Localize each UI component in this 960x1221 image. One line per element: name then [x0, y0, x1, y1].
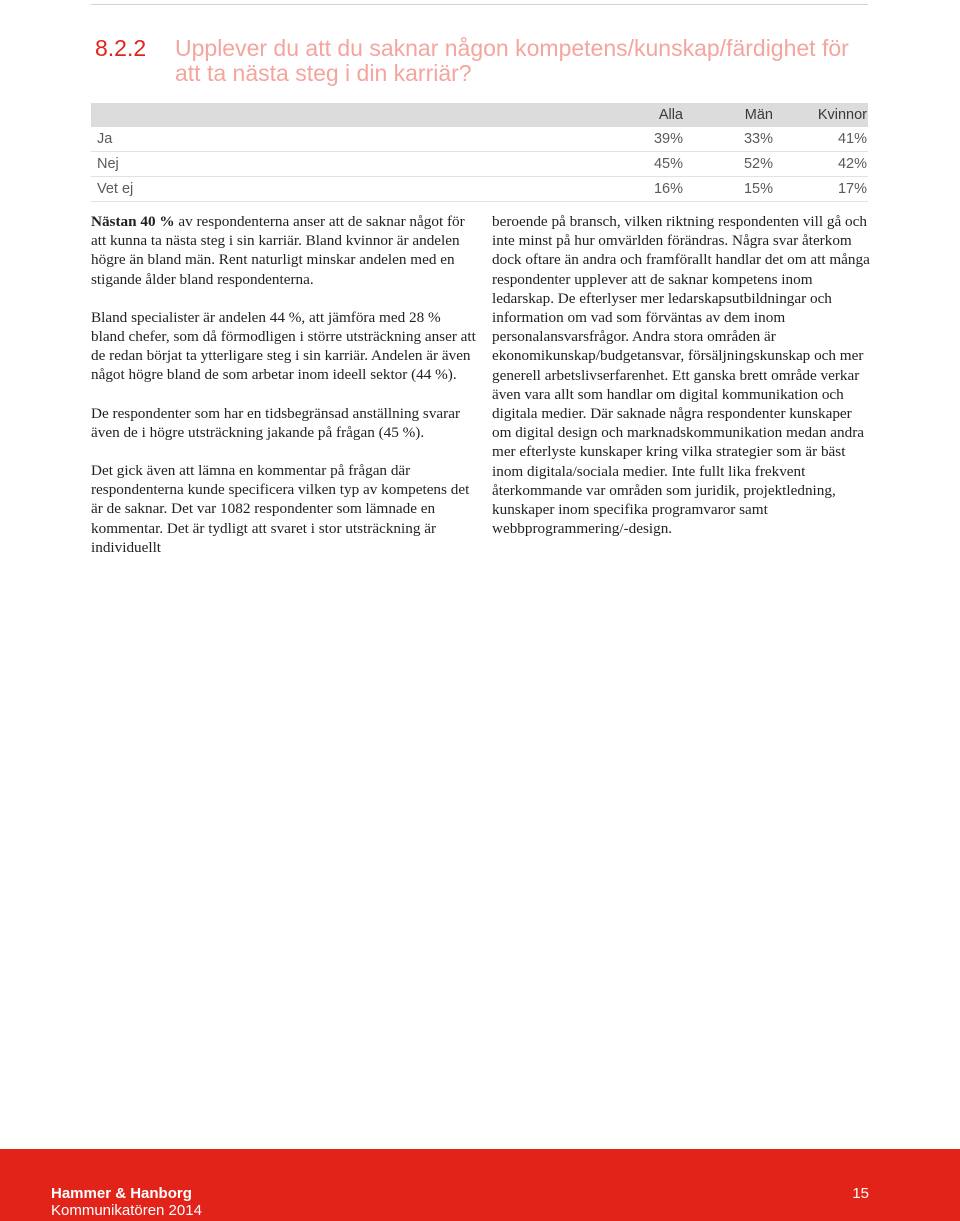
row-label: Nej — [97, 156, 119, 172]
right-column — [492, 212, 872, 557]
table-row — [91, 127, 868, 152]
footer-brand: Hammer & Hanborg — [51, 1185, 192, 1202]
table-row — [91, 152, 868, 177]
header-man: Män — [744, 107, 773, 123]
paragraph: beroende på bransch, vilken riktning respondenten vill gå och inte minst på hur omvärlden förändras. Några svar återkom dock oftare än andra och framförallt handlar det om att många respondenter upplever att de saknar kompetens inom ledarskap. De efterlyser mer ledarskapsutbildningar och information om vad som förväntas av dem inom personalansvarsfrågor. Andra stora områden är ekonomikunskap/budgetansvar, försäljningskunskap och mer generell arbetslivserfarenhet. Ett ganska brett område verkar även vara allt som handlar om digital kommunikation och digitala medier. Där saknade några respondenter kunskaper om digital design och marknadskommunikation medan andra mer efterlyste kunskaper kring vilka strategier som är bäst inom digitala/sociala medier. Inte fullt lika frekvent återkommande var områden som juridik, projektledning, kunskaper inom specifika programvaror samt webbprogrammering/-design. — [492, 213, 870, 538]
paragraph-text: av respondenterna anser att de saknar något för att kunna ta nästa steg i sin karriär. Bland kvinnor är andelen högre än bland män. Rent naturligt minskar andelen med en stigande ålder bland respondenterna. — [91, 213, 465, 288]
cell-kvinnor: 42% — [837, 156, 867, 172]
cell-man: 15% — [743, 181, 773, 197]
row-label: Vet ej — [97, 181, 134, 197]
cell-alla: 45% — [653, 156, 683, 172]
cell-kvinnor: 41% — [837, 131, 867, 147]
header-alla: Alla — [658, 107, 683, 123]
header-kvinnor: Kvinnor — [817, 107, 867, 123]
cell-alla: 16% — [653, 181, 683, 197]
footer-bar — [0, 1149, 960, 1221]
footer-publication: Kommunikatören 2014 — [51, 1202, 202, 1219]
section-number: 8.2.2 — [95, 35, 147, 61]
cell-man: 52% — [743, 156, 773, 172]
section-title: Upplever du att du saknar någon kompetens/kunskap/färdighet för att ta nästa steg i din karriär? — [175, 35, 849, 86]
results-table — [91, 103, 868, 202]
cell-alla: 39% — [653, 131, 683, 147]
paragraph — [91, 212, 476, 289]
page-number: 15 — [852, 1185, 869, 1202]
paragraph: De respondenter som har en tidsbegränsad anställning svarar även de i högre utsträckning jakande på frågan (45 %). — [91, 404, 461, 441]
cell-kvinnor: 17% — [837, 181, 867, 197]
paragraph: Det gick även att lämna en kommentar på frågan där respondenterna kunde specificera vilken typ av kompetens det är de saknar. Det var 1082 respondenter som lämnade en kommentar. Det är tydligt att svaret i stor utsträckning är individuellt — [91, 462, 470, 556]
top-rule — [91, 4, 868, 5]
left-column — [91, 212, 476, 576]
row-label: Ja — [97, 131, 113, 147]
paragraph: Bland specialister är andelen 44 %, att jämföra med 28 % bland chefer, som då förmodligen i större utsträckning anser att de redan börjat ta ytterligare steg i sin karriär. Andelen är även något högre bland de som arbetar inom ideell sektor (44 %). — [91, 308, 476, 384]
table-row — [91, 177, 868, 202]
highlight-text: Nästan 40 % — [91, 213, 175, 230]
cell-man: 33% — [743, 131, 773, 147]
table-header-row — [91, 103, 868, 127]
